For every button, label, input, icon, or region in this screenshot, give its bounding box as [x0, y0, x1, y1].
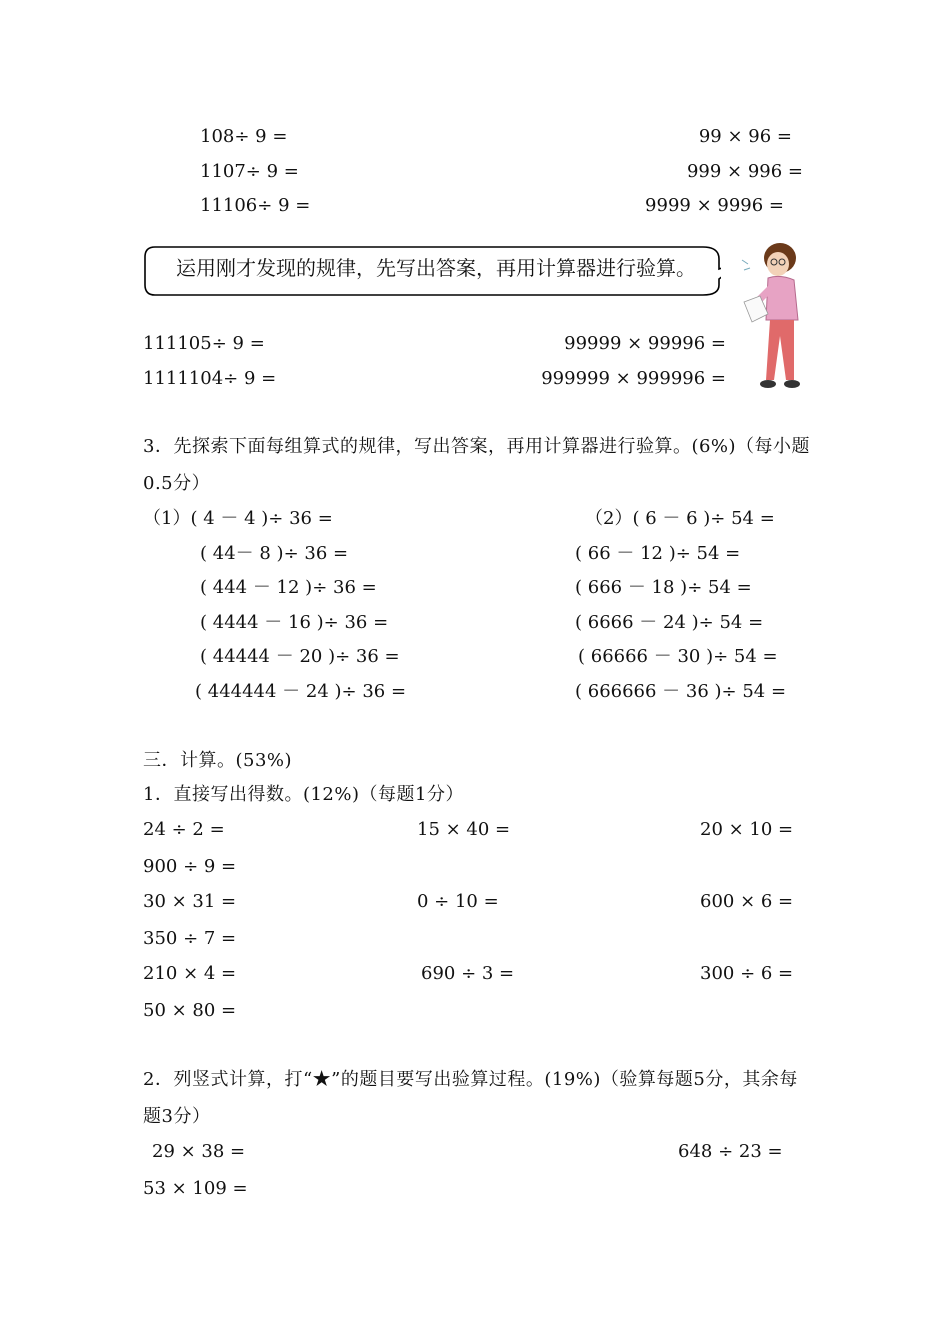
- q3-right-eq-3: ( 666 － 18 )÷ 54 =: [575, 577, 752, 598]
- calc-600-times-6: 600 × 6 =: [700, 891, 794, 912]
- equation-99999-times-99996: 99999 × 99996 =: [564, 333, 726, 354]
- q3-left-eq-4: ( 4444 － 16 )÷ 36 =: [200, 612, 389, 633]
- q3-right-eq-4: ( 6666 － 24 )÷ 54 =: [575, 612, 764, 633]
- q3-left-eq-1: （1）( 4 － 4 )÷ 36 =: [143, 508, 333, 529]
- section3-sub1-heading: 1．直接写出得数。(12%)（每题1分）: [143, 784, 464, 805]
- vertical-53-times-109: 53 × 109 =: [143, 1178, 248, 1199]
- equation-1107-div-9: 1107÷ 9 =: [200, 161, 299, 182]
- section3-sub2-heading: 2．列竖式计算，打“★”的题目要写出验算过程。(19%)（验算每题5分，其余每: [143, 1069, 798, 1090]
- girl-illustration: [740, 240, 820, 398]
- q3-right-eq-2: ( 66 － 12 )÷ 54 =: [575, 543, 741, 564]
- q3-heading: 3．先探索下面每组算式的规律，写出答案，再用计算器进行验算。(6%)（每小题: [143, 436, 811, 457]
- q3-left-eq-5: ( 44444 － 20 )÷ 36 =: [200, 646, 400, 667]
- equation-999-times-996: 999 × 996 =: [686, 161, 803, 182]
- calc-24-div-2: 24 ÷ 2 =: [143, 819, 225, 840]
- equation-9999-times-9996: 9999 × 9996 =: [645, 195, 784, 216]
- q3-left-eq-3: ( 444 － 12 )÷ 36 =: [200, 577, 377, 598]
- calc-20-times-10: 20 × 10 =: [700, 819, 794, 840]
- equation-111105-div-9: 111105÷ 9 =: [143, 333, 265, 354]
- calc-900-div-9: 900 ÷ 9 =: [143, 856, 237, 877]
- vertical-29-times-38: 29 × 38 =: [152, 1141, 246, 1162]
- q3-left-eq-2: ( 44－ 8 )÷ 36 =: [200, 543, 349, 564]
- calc-0-div-10: 0 ÷ 10 =: [417, 891, 499, 912]
- equation-108-div-9: 108÷ 9 =: [200, 126, 288, 147]
- q3-right-eq-6: ( 666666 － 36 )÷ 54 =: [575, 681, 787, 702]
- bubble-instruction: 运用刚才发现的规律，先写出答案，再用计算器进行验算。: [176, 256, 696, 280]
- calc-210-times-4: 210 × 4 =: [143, 963, 237, 984]
- calc-15-times-40: 15 × 40 =: [417, 819, 511, 840]
- q3-right-eq-5: ( 66666 － 30 )÷ 54 =: [578, 646, 778, 667]
- equation-99-times-96: 99 × 96 =: [698, 126, 792, 147]
- q3-heading-cont: 0.5分）: [143, 473, 211, 494]
- vertical-648-div-23: 648 ÷ 23 =: [678, 1141, 783, 1162]
- equation-11106-div-9: 11106÷ 9 =: [200, 195, 311, 216]
- section3-heading: 三．计算。(53%): [143, 750, 293, 771]
- section3-sub2-heading-cont: 题3分）: [143, 1106, 211, 1127]
- q3-left-eq-6: ( 444444 － 24 )÷ 36 =: [195, 681, 407, 702]
- calc-30-times-31: 30 × 31 =: [143, 891, 237, 912]
- calc-690-div-3: 690 ÷ 3 =: [421, 963, 515, 984]
- calc-50-times-80: 50 × 80 =: [143, 1000, 237, 1021]
- equation-999999-times-999996: 999999 × 999996 =: [541, 368, 726, 389]
- calc-350-div-7: 350 ÷ 7 =: [143, 928, 237, 949]
- q3-right-eq-1: （2）( 6 － 6 )÷ 54 =: [585, 508, 775, 529]
- calc-300-div-6: 300 ÷ 6 =: [700, 963, 794, 984]
- equation-1111104-div-9: 1111104÷ 9 =: [143, 368, 277, 389]
